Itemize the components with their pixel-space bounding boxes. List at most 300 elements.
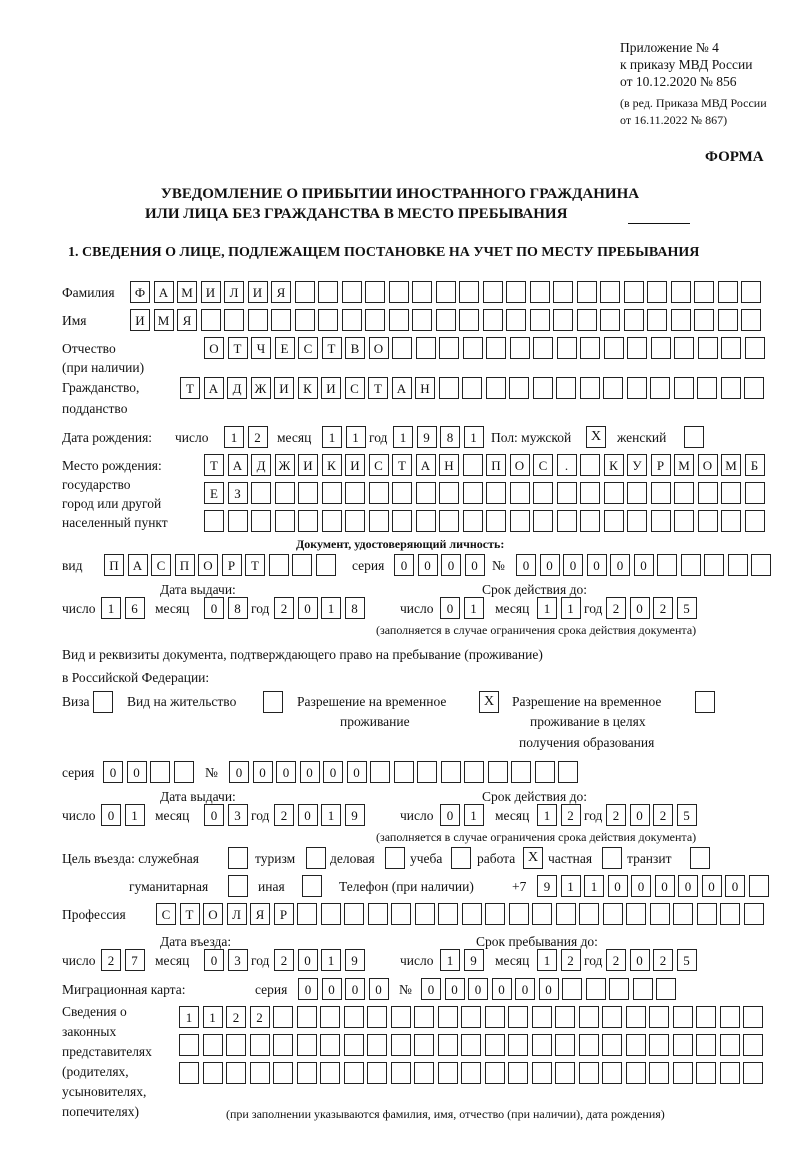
- id-kind-field[interactable]: [104, 554, 336, 576]
- name-field[interactable]: [130, 309, 761, 331]
- char-cell[interactable]: И: [321, 377, 341, 399]
- char-cell[interactable]: [506, 309, 526, 331]
- char-cell[interactable]: [150, 761, 170, 783]
- char-cell[interactable]: [532, 903, 552, 925]
- id-valid-month-field[interactable]: [537, 597, 581, 619]
- char-cell[interactable]: [204, 510, 224, 532]
- char-cell[interactable]: [485, 1006, 505, 1028]
- purpose-tourism-checkbox[interactable]: [306, 847, 326, 869]
- char-cell[interactable]: 0: [468, 978, 488, 1000]
- char-cell[interactable]: [369, 482, 389, 504]
- char-cell[interactable]: 0: [103, 761, 123, 783]
- char-cell[interactable]: [417, 761, 437, 783]
- char-cell[interactable]: 0: [725, 875, 745, 897]
- birth-month-field[interactable]: [322, 426, 366, 448]
- char-cell[interactable]: П: [175, 554, 195, 576]
- char-cell[interactable]: 0: [322, 978, 342, 1000]
- char-cell[interactable]: 0: [702, 875, 722, 897]
- char-cell[interactable]: [510, 510, 530, 532]
- char-cell[interactable]: [370, 761, 390, 783]
- char-cell[interactable]: [462, 903, 482, 925]
- char-cell[interactable]: О: [369, 337, 389, 359]
- char-cell[interactable]: 0: [587, 554, 607, 576]
- char-cell[interactable]: [461, 1006, 481, 1028]
- char-cell[interactable]: Ж: [251, 377, 271, 399]
- char-cell[interactable]: [174, 761, 194, 783]
- char-cell[interactable]: К: [322, 454, 342, 476]
- char-cell[interactable]: 0: [678, 875, 698, 897]
- char-cell[interactable]: [269, 554, 289, 576]
- char-cell[interactable]: И: [345, 454, 365, 476]
- char-cell[interactable]: [438, 1062, 458, 1084]
- char-cell[interactable]: [557, 482, 577, 504]
- stay-issue-month-field[interactable]: [204, 804, 248, 826]
- char-cell[interactable]: Е: [275, 337, 295, 359]
- char-cell[interactable]: П: [486, 454, 506, 476]
- char-cell[interactable]: 2: [561, 804, 581, 826]
- char-cell[interactable]: 1: [203, 1006, 223, 1028]
- char-cell[interactable]: 0: [563, 554, 583, 576]
- reps-field-1[interactable]: [179, 1006, 763, 1028]
- char-cell[interactable]: [459, 281, 479, 303]
- char-cell[interactable]: 0: [300, 761, 320, 783]
- char-cell[interactable]: [649, 1062, 669, 1084]
- char-cell[interactable]: [698, 337, 718, 359]
- char-cell[interactable]: [556, 377, 576, 399]
- char-cell[interactable]: [580, 377, 600, 399]
- char-cell[interactable]: 1: [464, 804, 484, 826]
- char-cell[interactable]: 9: [464, 949, 484, 971]
- purpose-study-checkbox[interactable]: [451, 847, 471, 869]
- char-cell[interactable]: [651, 510, 671, 532]
- char-cell[interactable]: 2: [653, 949, 673, 971]
- char-cell[interactable]: Я: [177, 309, 197, 331]
- char-cell[interactable]: 1: [322, 426, 342, 448]
- char-cell[interactable]: Т: [180, 903, 200, 925]
- char-cell[interactable]: Ч: [251, 337, 271, 359]
- char-cell[interactable]: С: [369, 454, 389, 476]
- char-cell[interactable]: Д: [251, 454, 271, 476]
- char-cell[interactable]: [580, 337, 600, 359]
- char-cell[interactable]: [441, 761, 461, 783]
- char-cell[interactable]: [579, 1034, 599, 1056]
- char-cell[interactable]: [412, 309, 432, 331]
- char-cell[interactable]: О: [203, 903, 223, 925]
- char-cell[interactable]: 2: [248, 426, 268, 448]
- char-cell[interactable]: [624, 309, 644, 331]
- char-cell[interactable]: 0: [298, 978, 318, 1000]
- char-cell[interactable]: [718, 309, 738, 331]
- char-cell[interactable]: [671, 281, 691, 303]
- char-cell[interactable]: [580, 510, 600, 532]
- citizenship-field[interactable]: [180, 377, 764, 399]
- char-cell[interactable]: Н: [439, 454, 459, 476]
- char-cell[interactable]: .: [557, 454, 577, 476]
- char-cell[interactable]: [391, 1006, 411, 1028]
- birth-day-field[interactable]: [224, 426, 268, 448]
- char-cell[interactable]: 1: [101, 597, 121, 619]
- char-cell[interactable]: 1: [224, 426, 244, 448]
- entry-month-field[interactable]: [204, 949, 248, 971]
- char-cell[interactable]: [251, 482, 271, 504]
- char-cell[interactable]: [556, 903, 576, 925]
- char-cell[interactable]: [439, 482, 459, 504]
- char-cell[interactable]: С: [151, 554, 171, 576]
- surname-field[interactable]: [130, 281, 761, 303]
- char-cell[interactable]: [365, 281, 385, 303]
- char-cell[interactable]: А: [392, 377, 412, 399]
- char-cell[interactable]: [562, 978, 582, 1000]
- stay-valid-month-field[interactable]: [537, 804, 581, 826]
- char-cell[interactable]: [602, 1006, 622, 1028]
- char-cell[interactable]: 0: [630, 804, 650, 826]
- char-cell[interactable]: [316, 554, 336, 576]
- char-cell[interactable]: [297, 903, 317, 925]
- edu-permit-checkbox[interactable]: [695, 691, 715, 713]
- char-cell[interactable]: [322, 510, 342, 532]
- char-cell[interactable]: [224, 309, 244, 331]
- char-cell[interactable]: Р: [651, 454, 671, 476]
- char-cell[interactable]: 1: [321, 949, 341, 971]
- char-cell[interactable]: [509, 903, 529, 925]
- char-cell[interactable]: [251, 510, 271, 532]
- migration-number-field[interactable]: [421, 978, 676, 1000]
- char-cell[interactable]: 5: [677, 949, 697, 971]
- char-cell[interactable]: [674, 377, 694, 399]
- char-cell[interactable]: [673, 903, 693, 925]
- char-cell[interactable]: 8: [345, 597, 365, 619]
- char-cell[interactable]: [250, 1034, 270, 1056]
- stay-year-field[interactable]: [606, 949, 697, 971]
- char-cell[interactable]: [603, 903, 623, 925]
- char-cell[interactable]: [681, 554, 701, 576]
- char-cell[interactable]: [438, 903, 458, 925]
- char-cell[interactable]: [609, 978, 629, 1000]
- char-cell[interactable]: [602, 1034, 622, 1056]
- char-cell[interactable]: [179, 1034, 199, 1056]
- char-cell[interactable]: 1: [179, 1006, 199, 1028]
- char-cell[interactable]: [627, 377, 647, 399]
- char-cell[interactable]: [555, 1062, 575, 1084]
- char-cell[interactable]: 2: [274, 597, 294, 619]
- char-cell[interactable]: А: [204, 377, 224, 399]
- char-cell[interactable]: С: [298, 337, 318, 359]
- char-cell[interactable]: [320, 1062, 340, 1084]
- char-cell[interactable]: [721, 337, 741, 359]
- char-cell[interactable]: [320, 1006, 340, 1028]
- char-cell[interactable]: [751, 554, 771, 576]
- phone-field[interactable]: [537, 875, 769, 897]
- char-cell[interactable]: [394, 761, 414, 783]
- char-cell[interactable]: [365, 309, 385, 331]
- char-cell[interactable]: [626, 1062, 646, 1084]
- char-cell[interactable]: 2: [250, 1006, 270, 1028]
- id-series-field[interactable]: [394, 554, 485, 576]
- char-cell[interactable]: [297, 1006, 317, 1028]
- char-cell[interactable]: [391, 1034, 411, 1056]
- char-cell[interactable]: [555, 1034, 575, 1056]
- char-cell[interactable]: [391, 903, 411, 925]
- char-cell[interactable]: [650, 377, 670, 399]
- char-cell[interactable]: [535, 761, 555, 783]
- char-cell[interactable]: [436, 281, 456, 303]
- char-cell[interactable]: 2: [653, 597, 673, 619]
- stay-number-field[interactable]: [229, 761, 578, 783]
- stay-series-field[interactable]: [103, 761, 194, 783]
- char-cell[interactable]: [626, 1034, 646, 1056]
- char-cell[interactable]: [603, 377, 623, 399]
- char-cell[interactable]: 0: [539, 978, 559, 1000]
- char-cell[interactable]: А: [416, 454, 436, 476]
- char-cell[interactable]: 0: [298, 597, 318, 619]
- birth-place-field-2[interactable]: [204, 482, 765, 504]
- char-cell[interactable]: [651, 337, 671, 359]
- char-cell[interactable]: [295, 309, 315, 331]
- char-cell[interactable]: [438, 1006, 458, 1028]
- purpose-private-checkbox[interactable]: [602, 847, 622, 869]
- char-cell[interactable]: [510, 482, 530, 504]
- char-cell[interactable]: [511, 761, 531, 783]
- char-cell[interactable]: 1: [537, 949, 557, 971]
- char-cell[interactable]: [318, 281, 338, 303]
- sex-female-checkbox[interactable]: [684, 426, 704, 448]
- char-cell[interactable]: 9: [537, 875, 557, 897]
- char-cell[interactable]: 0: [630, 597, 650, 619]
- char-cell[interactable]: М: [154, 309, 174, 331]
- char-cell[interactable]: 5: [677, 804, 697, 826]
- char-cell[interactable]: 2: [226, 1006, 246, 1028]
- char-cell[interactable]: И: [274, 377, 294, 399]
- char-cell[interactable]: 1: [464, 426, 484, 448]
- char-cell[interactable]: [744, 377, 764, 399]
- purpose-humanitarian-checkbox[interactable]: [228, 875, 248, 897]
- char-cell[interactable]: 2: [606, 949, 626, 971]
- stay-issue-year-field[interactable]: [274, 804, 365, 826]
- char-cell[interactable]: [463, 482, 483, 504]
- char-cell[interactable]: [486, 377, 506, 399]
- char-cell[interactable]: [743, 1034, 763, 1056]
- char-cell[interactable]: [698, 510, 718, 532]
- id-issue-year-field[interactable]: [274, 597, 365, 619]
- char-cell[interactable]: [275, 482, 295, 504]
- char-cell[interactable]: [463, 454, 483, 476]
- char-cell[interactable]: 0: [101, 804, 121, 826]
- char-cell[interactable]: И: [201, 281, 221, 303]
- char-cell[interactable]: [694, 281, 714, 303]
- birth-year-field[interactable]: [393, 426, 484, 448]
- char-cell[interactable]: 0: [323, 761, 343, 783]
- migration-series-field[interactable]: [298, 978, 389, 1000]
- char-cell[interactable]: 0: [345, 978, 365, 1000]
- char-cell[interactable]: [627, 482, 647, 504]
- char-cell[interactable]: [745, 510, 765, 532]
- id-issue-day-field[interactable]: [101, 597, 145, 619]
- char-cell[interactable]: [459, 309, 479, 331]
- char-cell[interactable]: [673, 1006, 693, 1028]
- char-cell[interactable]: Е: [204, 482, 224, 504]
- char-cell[interactable]: [721, 482, 741, 504]
- char-cell[interactable]: [656, 978, 676, 1000]
- char-cell[interactable]: [532, 1006, 552, 1028]
- id-issue-month-field[interactable]: [204, 597, 248, 619]
- char-cell[interactable]: 2: [101, 949, 121, 971]
- char-cell[interactable]: [506, 281, 526, 303]
- char-cell[interactable]: [271, 309, 291, 331]
- char-cell[interactable]: Т: [228, 337, 248, 359]
- char-cell[interactable]: 0: [515, 978, 535, 1000]
- char-cell[interactable]: [463, 510, 483, 532]
- stay-issue-day-field[interactable]: [101, 804, 145, 826]
- char-cell[interactable]: [273, 1034, 293, 1056]
- char-cell[interactable]: [696, 1062, 716, 1084]
- char-cell[interactable]: [580, 454, 600, 476]
- char-cell[interactable]: М: [177, 281, 197, 303]
- char-cell[interactable]: 8: [228, 597, 248, 619]
- char-cell[interactable]: У: [627, 454, 647, 476]
- char-cell[interactable]: [647, 309, 667, 331]
- char-cell[interactable]: [345, 482, 365, 504]
- char-cell[interactable]: 1: [321, 597, 341, 619]
- char-cell[interactable]: [344, 1034, 364, 1056]
- char-cell[interactable]: [344, 903, 364, 925]
- char-cell[interactable]: [510, 337, 530, 359]
- char-cell[interactable]: [650, 903, 670, 925]
- char-cell[interactable]: [720, 1006, 740, 1028]
- char-cell[interactable]: [439, 337, 459, 359]
- char-cell[interactable]: М: [674, 454, 694, 476]
- char-cell[interactable]: 1: [440, 949, 460, 971]
- char-cell[interactable]: [389, 309, 409, 331]
- id-valid-day-field[interactable]: [440, 597, 484, 619]
- entry-year-field[interactable]: [274, 949, 365, 971]
- char-cell[interactable]: [604, 510, 624, 532]
- char-cell[interactable]: [741, 309, 761, 331]
- char-cell[interactable]: Д: [227, 377, 247, 399]
- char-cell[interactable]: [577, 281, 597, 303]
- char-cell[interactable]: [633, 978, 653, 1000]
- char-cell[interactable]: 1: [321, 804, 341, 826]
- char-cell[interactable]: [673, 1062, 693, 1084]
- char-cell[interactable]: [369, 510, 389, 532]
- char-cell[interactable]: 0: [445, 978, 465, 1000]
- char-cell[interactable]: 0: [298, 804, 318, 826]
- char-cell[interactable]: [486, 510, 506, 532]
- char-cell[interactable]: [577, 309, 597, 331]
- char-cell[interactable]: 0: [440, 597, 460, 619]
- char-cell[interactable]: [228, 510, 248, 532]
- char-cell[interactable]: 2: [606, 597, 626, 619]
- char-cell[interactable]: [368, 903, 388, 925]
- char-cell[interactable]: 0: [441, 554, 461, 576]
- char-cell[interactable]: [749, 875, 769, 897]
- stay-valid-day-field[interactable]: [440, 804, 484, 826]
- char-cell[interactable]: [201, 309, 221, 331]
- char-cell[interactable]: С: [345, 377, 365, 399]
- char-cell[interactable]: З: [228, 482, 248, 504]
- char-cell[interactable]: Б: [745, 454, 765, 476]
- char-cell[interactable]: [250, 1062, 270, 1084]
- char-cell[interactable]: [745, 337, 765, 359]
- char-cell[interactable]: [508, 1062, 528, 1084]
- purpose-work-checkbox[interactable]: X: [523, 847, 543, 869]
- char-cell[interactable]: [626, 1006, 646, 1028]
- char-cell[interactable]: [674, 510, 694, 532]
- char-cell[interactable]: [602, 1062, 622, 1084]
- char-cell[interactable]: [344, 1062, 364, 1084]
- char-cell[interactable]: 0: [630, 949, 650, 971]
- char-cell[interactable]: 0: [516, 554, 536, 576]
- char-cell[interactable]: 0: [276, 761, 296, 783]
- char-cell[interactable]: [600, 309, 620, 331]
- char-cell[interactable]: [273, 1006, 293, 1028]
- char-cell[interactable]: [412, 281, 432, 303]
- char-cell[interactable]: 1: [537, 597, 557, 619]
- char-cell[interactable]: [580, 482, 600, 504]
- char-cell[interactable]: [530, 309, 550, 331]
- char-cell[interactable]: И: [248, 281, 268, 303]
- char-cell[interactable]: [557, 510, 577, 532]
- char-cell[interactable]: 2: [561, 949, 581, 971]
- char-cell[interactable]: О: [204, 337, 224, 359]
- char-cell[interactable]: 0: [369, 978, 389, 1000]
- char-cell[interactable]: 0: [298, 949, 318, 971]
- char-cell[interactable]: 3: [228, 949, 248, 971]
- char-cell[interactable]: 2: [606, 804, 626, 826]
- char-cell[interactable]: 1: [561, 875, 581, 897]
- char-cell[interactable]: [414, 1062, 434, 1084]
- purpose-official-checkbox[interactable]: [228, 847, 248, 869]
- char-cell[interactable]: 0: [229, 761, 249, 783]
- char-cell[interactable]: [226, 1034, 246, 1056]
- char-cell[interactable]: [627, 337, 647, 359]
- char-cell[interactable]: [720, 1034, 740, 1056]
- char-cell[interactable]: 0: [204, 597, 224, 619]
- char-cell[interactable]: 0: [204, 804, 224, 826]
- char-cell[interactable]: [651, 482, 671, 504]
- reps-field-3[interactable]: [179, 1062, 763, 1084]
- char-cell[interactable]: 0: [492, 978, 512, 1000]
- char-cell[interactable]: Т: [180, 377, 200, 399]
- char-cell[interactable]: [416, 510, 436, 532]
- char-cell[interactable]: [461, 1062, 481, 1084]
- char-cell[interactable]: [415, 903, 435, 925]
- char-cell[interactable]: [553, 281, 573, 303]
- sex-male-checkbox[interactable]: X: [586, 426, 606, 448]
- purpose-business-checkbox[interactable]: [385, 847, 405, 869]
- char-cell[interactable]: [486, 337, 506, 359]
- stay-day-field[interactable]: [440, 949, 484, 971]
- char-cell[interactable]: [509, 377, 529, 399]
- char-cell[interactable]: 0: [465, 554, 485, 576]
- char-cell[interactable]: 1: [393, 426, 413, 448]
- char-cell[interactable]: [438, 1034, 458, 1056]
- char-cell[interactable]: [657, 554, 677, 576]
- char-cell[interactable]: Т: [322, 337, 342, 359]
- char-cell[interactable]: О: [698, 454, 718, 476]
- char-cell[interactable]: [743, 1062, 763, 1084]
- char-cell[interactable]: [439, 377, 459, 399]
- profession-field[interactable]: [156, 903, 764, 925]
- char-cell[interactable]: [604, 482, 624, 504]
- char-cell[interactable]: М: [721, 454, 741, 476]
- char-cell[interactable]: Л: [224, 281, 244, 303]
- char-cell[interactable]: [248, 309, 268, 331]
- char-cell[interactable]: [391, 1062, 411, 1084]
- char-cell[interactable]: [647, 281, 667, 303]
- char-cell[interactable]: [464, 761, 484, 783]
- char-cell[interactable]: Л: [227, 903, 247, 925]
- char-cell[interactable]: [297, 1034, 317, 1056]
